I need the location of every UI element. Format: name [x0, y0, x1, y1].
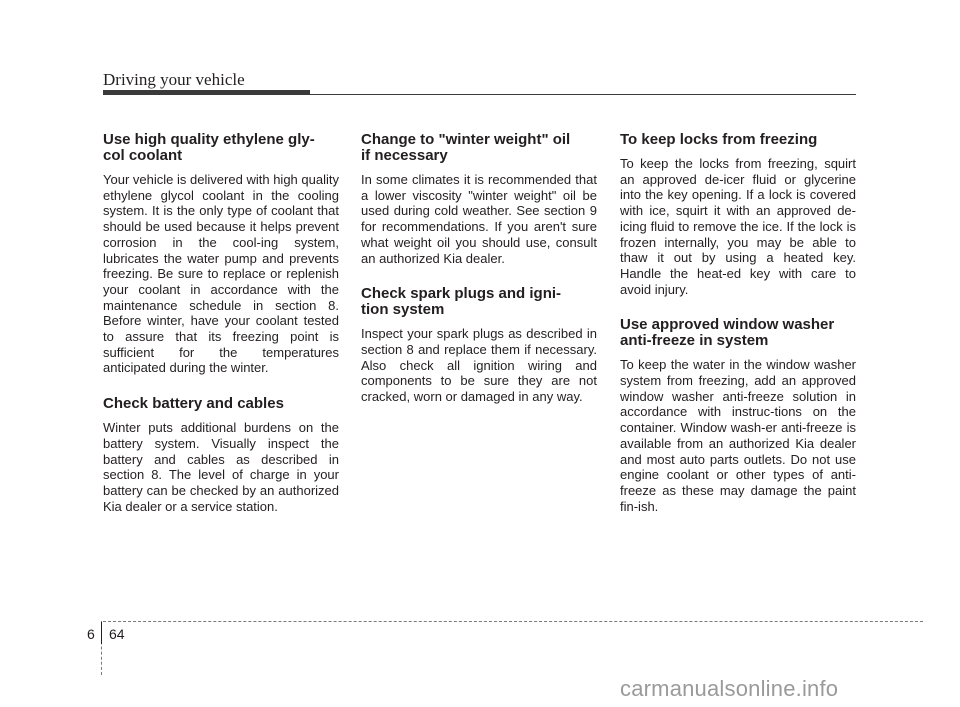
- header-accent-bar: [103, 90, 310, 95]
- page-number: 64: [109, 626, 125, 642]
- column-1: [103, 132, 339, 530]
- section-heading-washer: Use approved window washer anti-freeze in system: [620, 316, 835, 350]
- column-3: [620, 132, 856, 530]
- section-heading-oil: Change to "winter weight" oil if necessary: [361, 131, 571, 164]
- footer-page-divider: [101, 622, 102, 644]
- section-body-locks: To keep the locks from freezing, squirt an approved de-icer fluid or glycerine into the key opening. If a lock is covered with ice, squirt it with an approved de-icing fluid to remove the ice. If the lock is frozen internally, you may be able to thaw it out by using a heated key. Handle the heat-ed key with care to avoid injury.: [620, 156, 856, 297]
- section-heading-coolant: Use high quality ethylene gly- col coolant: [103, 131, 315, 164]
- section-body-oil: In some climates it is recommended that a lower viscosity "winter weight" oil be used during cold weather. See section 9 for recommendations. If you aren't sure what weight oil you should use, consult an authorized Kia dealer.: [361, 172, 597, 266]
- page-header-title: Driving your vehicle: [103, 70, 245, 89]
- section-body-washer: To keep the water in the window washer system from freezing, add an approved window washer anti-freeze solution in accordance with instruc-tions on the container. Window wash-er anti-freeze is available from an authorized Kia dealer and most auto parts outlets. Do not use engine coolant or other types of anti-freeze as these may damage the paint fin-ish.: [620, 357, 856, 514]
- section-heading-battery: Check battery and cables: [103, 395, 284, 413]
- section-heading-locks: To keep locks from freezing: [620, 131, 818, 148]
- chapter-number: 6: [87, 626, 95, 642]
- column-2: [361, 132, 597, 421]
- footer-dashed-rule: [103, 621, 923, 622]
- header-rule: [310, 94, 856, 95]
- section-heading-spark-plugs: Check spark plugs and igni- tion system: [361, 285, 562, 319]
- section-body-coolant: Your vehicle is delivered with high quality ethylene glycol coolant in the cooling system. It is the only type of coolant that should be used because it helps prevent corrosion in the cool-ing system, lubricates the water pump and prevents freezing. Be sure to replace or replenish your coolant in accordance with the maintenance schedule in section 8. Before winter, have your coolant tested to assure that its freezing point is sufficient for the temperatures anticipated during the winter.: [103, 172, 339, 376]
- section-body-spark-plugs: Inspect your spark plugs as described in section 8 and replace them if necessary. Also check all ignition wiring and components to be sure they are not cracked, worn or damaged in any way.: [361, 326, 597, 405]
- section-body-battery: Winter puts additional burdens on the battery system. Visually inspect the battery and cables as described in section 8. The level of charge in your battery can be checked by an authorized Kia dealer or a service station.: [103, 420, 339, 514]
- watermark-text: carmanualsonline.info: [620, 676, 839, 701]
